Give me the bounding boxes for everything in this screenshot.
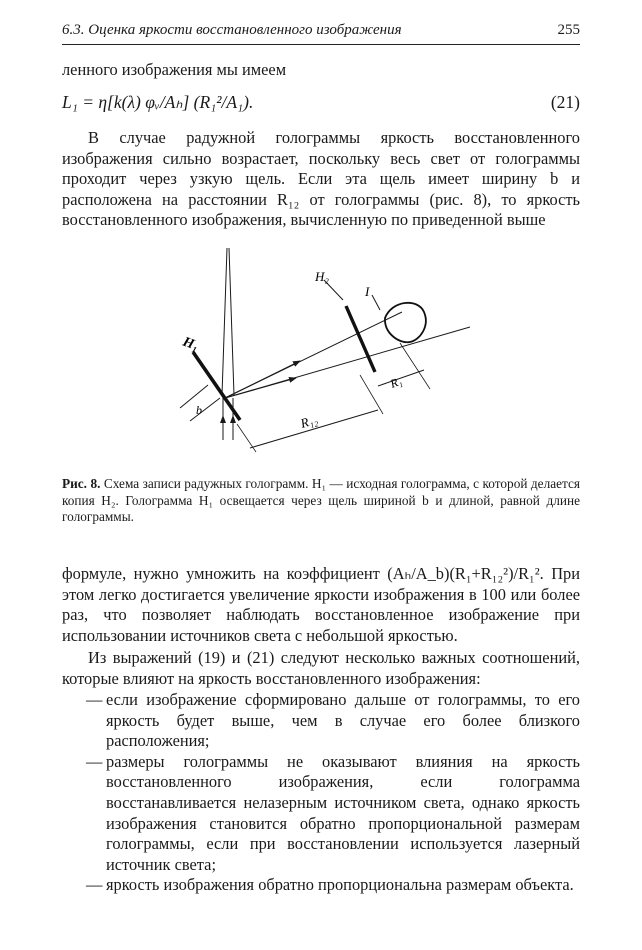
formula-number: (21)	[550, 92, 580, 112]
paragraph-conclusions: Из выражений (19) и (21) следуют несколько важных соотношений, которые влияют на яркость восстановленного изображения:	[62, 648, 580, 688]
list-item: — размеры голограммы не оказывают влияния на яркость восстановленного изображения, если голограмма восстанавливается нелазерным источником света, однако яркость изображения становится обратно пропорциональной размерам голограммы, если при восстановлении используется лазерный источник света;	[86, 751, 580, 874]
label-slit-b: b	[196, 403, 202, 417]
caption-text: Схема записи радужных голограмм. H₁ — исходная голограмма, с которой делается копия H₂. Голограмма H₁ освещается через щель шириной b и длиной, равной длине голограммы.	[62, 476, 581, 524]
paragraph-formula-coefficient: формуле, нужно умножить на коэффициент (Aₕ/A_b)(R₁+R₁₂²)/R₁². При этом легко достигается увеличение яркости изображения в 100 или более раз, что позволяет наблюдать восстановленное изображение при использовании источников света с небольшой яркостью.	[62, 564, 580, 645]
r1-tick	[400, 343, 430, 389]
label-r12: R₁₂	[298, 411, 320, 431]
formula-expression: L₁ = η[k(λ) φᵥ/Aₕ] (R₁²/A₁).	[62, 92, 254, 112]
list-item: — яркость изображения обратно пропорциональна размерам объекта.	[86, 875, 574, 895]
conclusions-list-wrap	[62, 690, 580, 896]
page-number: 255	[557, 22, 580, 38]
list-item: — если изображение сформировано дальше от голограммы, то его яркость будет выше, чем в случае его более близкого расположения;	[86, 690, 580, 751]
vertical-beam	[222, 248, 227, 395]
label-r1: R₁	[388, 373, 404, 391]
conclusions-list	[62, 690, 580, 896]
label-h2: H₂	[315, 269, 329, 284]
label-h1: H₁	[180, 334, 201, 355]
object-i-outline	[385, 303, 426, 342]
slit-tick	[180, 385, 208, 408]
paragraph-rainbow-hologram: В случае радужной голограммы яркость восстановленного изображения сильно возрастает, поскольку весь свет от голограммы проходит через узкую щель. Если эта щель имеет ширину b и расположена на расстоянии R₁₂ от голограммы (рис. 8), то яркость восстановленного изображения, вычисленную по приведенной выше	[62, 128, 580, 230]
section-title: 6.3. Оценка яркости восстановленного изображения	[62, 22, 402, 38]
vertical-beam	[229, 248, 234, 395]
running-header	[62, 22, 580, 45]
caption-label: Рис. 8.	[62, 476, 101, 491]
r12-tick	[360, 375, 383, 414]
formula-21	[62, 92, 580, 116]
leader-line	[372, 295, 380, 310]
paragraph-continued: ленного изображения мы имеем	[62, 60, 287, 79]
label-image: I	[365, 284, 370, 299]
slit-tick	[190, 398, 220, 421]
r12-tick	[237, 424, 256, 452]
figure-8-diagram	[150, 236, 490, 466]
figure-caption	[62, 476, 580, 526]
